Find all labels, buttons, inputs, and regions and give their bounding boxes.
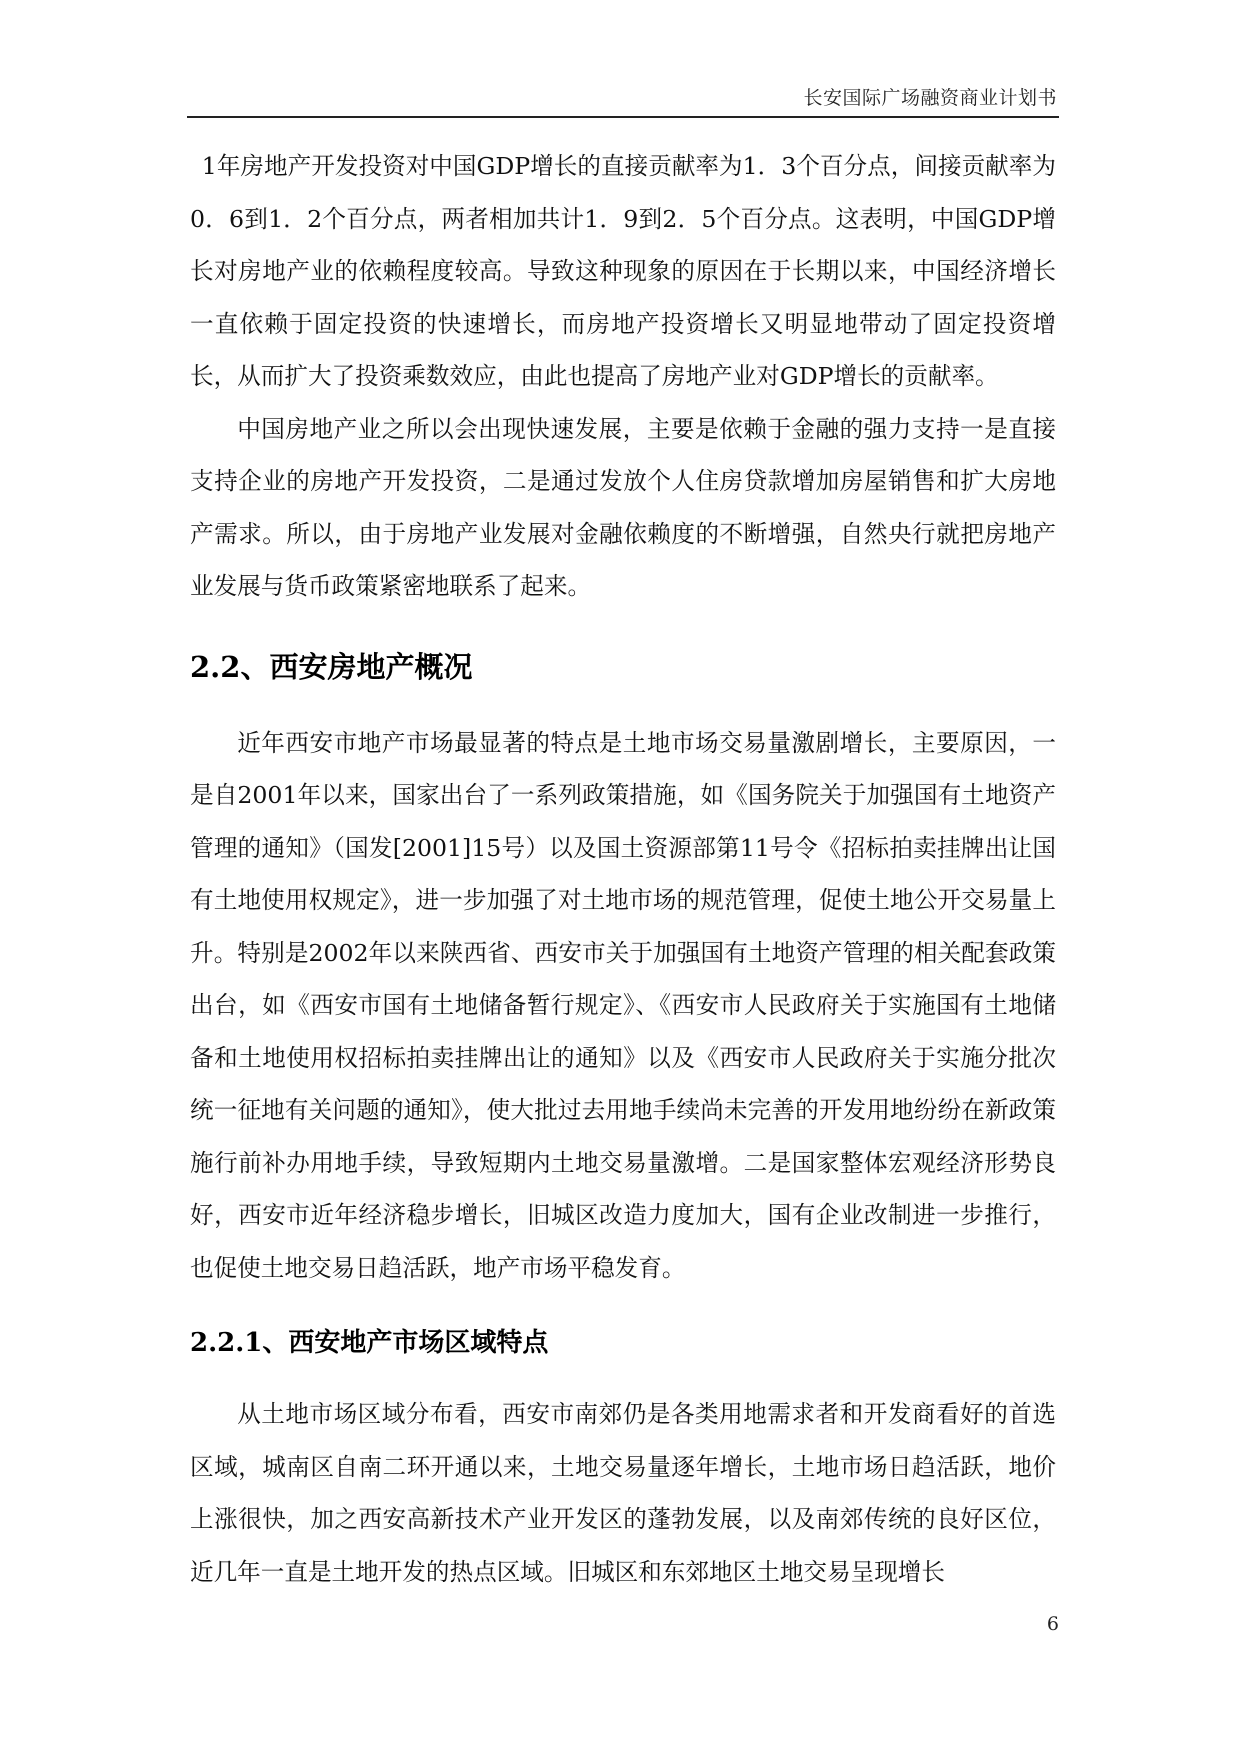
body-paragraph: 中国房地产业之所以会出现快速发展，主要是依赖于金融的强力支持一是直接支持企业的房地产开发投资，二是通过发放个人住房贷款增加房屋销售和扩大房地产需求。所以，由于房地产业发展对金融依赖度的不断增强，自然央行就把房地产业发展与货币政策紧密地联系了起来。 bbox=[190, 414, 1056, 600]
body-paragraph: 从土地市场区域分布看，西安市南郊仍是各类用地需求者和开发商看好的首选区域，城南区自南二环开通以来，土地交易量逐年增长，土地市场日趋活跃，地价上涨很快，加之西安高新技术产业开发区的蓬勃发展，以及南郊传统的良好区位，近几年一直是土地开发的热点区域。旧城区和东郊地区土地交易呈现增长 bbox=[190, 1400, 1056, 1586]
section-heading: 2.2、西安房地产概况 bbox=[190, 649, 473, 684]
running-header-title: 长安国际广场融资商业计划书 bbox=[803, 87, 1057, 109]
running-header bbox=[187, 86, 1059, 118]
body-paragraph: 近年西安市地产市场最显著的特点是土地市场交易量激剧增长，主要原因，一是自2001年以来，国家出台了一系列政策措施，如《国务院关于加强国有土地资产管理的通知》（国发[2001]15号）以及国土资源部第11号令《招标拍卖挂牌出让国有土地使用权规定》，进一步加强了对土地市场的规范管理，促使土地公开交易量上升。特别是2002年以来陕西省、西安市关于加强国有土地资产管理的相关配套政策出台，如《西安市国有土地储备暂行规定》、《西安市人民政府关于实施国有土地储备和土地使用权招标拍卖挂牌出让的通知》以及《西安市人民政府关于实施分批次统一征地有关问题的通知》，使大批过去用地手续尚未完善的开发用地纷纷在新政策施行前补办用地手续，导致短期内土地交易量激增。二是国家整体宏观经济形势良好，西安市近年经济稳步增长，旧城区改造力度加大，国有企业改制进一步推行，也促使土地交易日趋活跃，地产市场平稳发育。 bbox=[190, 728, 1056, 1282]
subsection-heading: 2.2.1、西安地产市场区域特点 bbox=[190, 1328, 549, 1358]
body-paragraph: 1年房地产开发投资对中国GDP增长的直接贡献率为1．3个百分点，间接贡献率为0．6到1．2个百分点，两者相加共计1．9到2．5个百分点。这表明，中国GDP增长对房地产业的依赖程度较高。导致这种现象的原因在于长期以来，中国经济增长一直依赖于固定投资的快速增长，而房地产投资增长又明显地带动了固定投资增长，从而扩大了投资乘数效应，由此也提高了房地产业对GDP增长的贡献率。 bbox=[190, 152, 1056, 390]
page-number: 6 bbox=[1046, 1613, 1059, 1635]
page-content bbox=[190, 140, 1056, 1598]
